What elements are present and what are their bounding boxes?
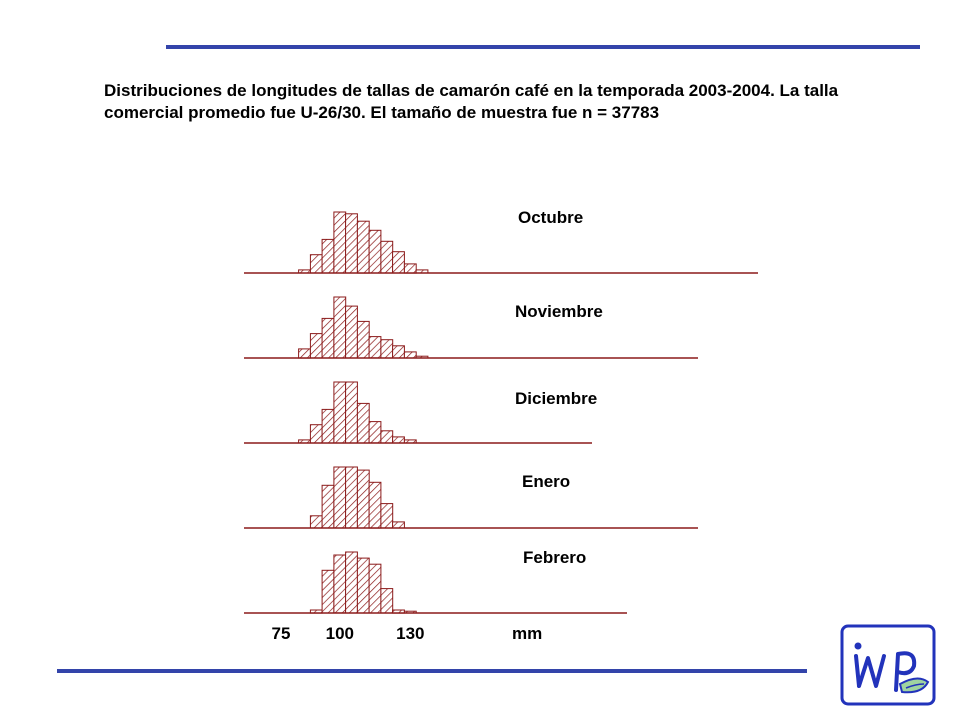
month-label: Noviembre [515, 302, 603, 321]
histogram-bar [334, 212, 346, 273]
x-tick-label: 75 [271, 624, 291, 643]
histogram-bar [357, 558, 369, 613]
histogram-bar [393, 346, 405, 358]
histogram-bar [299, 349, 311, 358]
histogram-bar [322, 409, 334, 443]
histogram-bar [369, 564, 381, 613]
histogram-bar [334, 467, 346, 528]
histogram-bar [393, 252, 405, 273]
chart-caption: Distribuciones de longitudes de tallas de camarón café en la temporada 2003-2004. La talla comercial promedio fue U-26/30. El tamaño de muestra fue n = 37783 [104, 81, 839, 122]
histogram-bar [310, 516, 322, 528]
histogram-bar [322, 570, 334, 613]
histogram-bar [346, 467, 358, 528]
histogram-bar [346, 382, 358, 443]
month-label: Febrero [523, 548, 587, 567]
histogram-panel-enero [244, 467, 698, 528]
histogram-bar [369, 230, 381, 273]
histogram-panel-febrero [244, 548, 627, 613]
month-label: Octubre [518, 208, 584, 227]
histogram-panel-octubre [244, 208, 758, 273]
histogram-bar [404, 352, 416, 358]
histogram-bar [310, 334, 322, 358]
histogram-bar [310, 255, 322, 273]
histogram-bar [357, 470, 369, 528]
histogram-bar [381, 340, 393, 358]
histogram-bar [369, 482, 381, 528]
x-tick-label: 130 [396, 624, 425, 643]
institution-logo [840, 624, 936, 706]
bottom-rule [57, 669, 807, 673]
histogram-bar [357, 221, 369, 273]
month-label: Diciembre [515, 389, 598, 408]
histogram-bar [393, 437, 405, 443]
histogram-bar [369, 422, 381, 443]
histogram-bar [334, 297, 346, 358]
histogram-bar [404, 264, 416, 273]
histogram-bar [334, 555, 346, 613]
x-unit-label: mm [512, 624, 543, 643]
histogram-bar [381, 241, 393, 273]
histogram-bar [346, 306, 358, 358]
month-label: Enero [522, 472, 571, 491]
histogram-bar [381, 431, 393, 443]
histogram-bar [393, 522, 405, 528]
histogram-bar [322, 239, 334, 273]
histogram-bar [357, 321, 369, 358]
histogram-bar [357, 403, 369, 443]
histogram-bar [334, 382, 346, 443]
x-tick-label: 100 [325, 624, 354, 643]
histogram-bar [310, 425, 322, 443]
histogram-panel-noviembre [244, 297, 698, 358]
histogram-bar [381, 589, 393, 613]
histogram-panel-diciembre [244, 382, 597, 443]
histogram-bar [322, 318, 334, 358]
histogram-bar [346, 552, 358, 613]
histogram-bar [369, 337, 381, 358]
histogram-bar [322, 485, 334, 528]
histogram-bar [381, 504, 393, 528]
histogram-bar [346, 214, 358, 273]
